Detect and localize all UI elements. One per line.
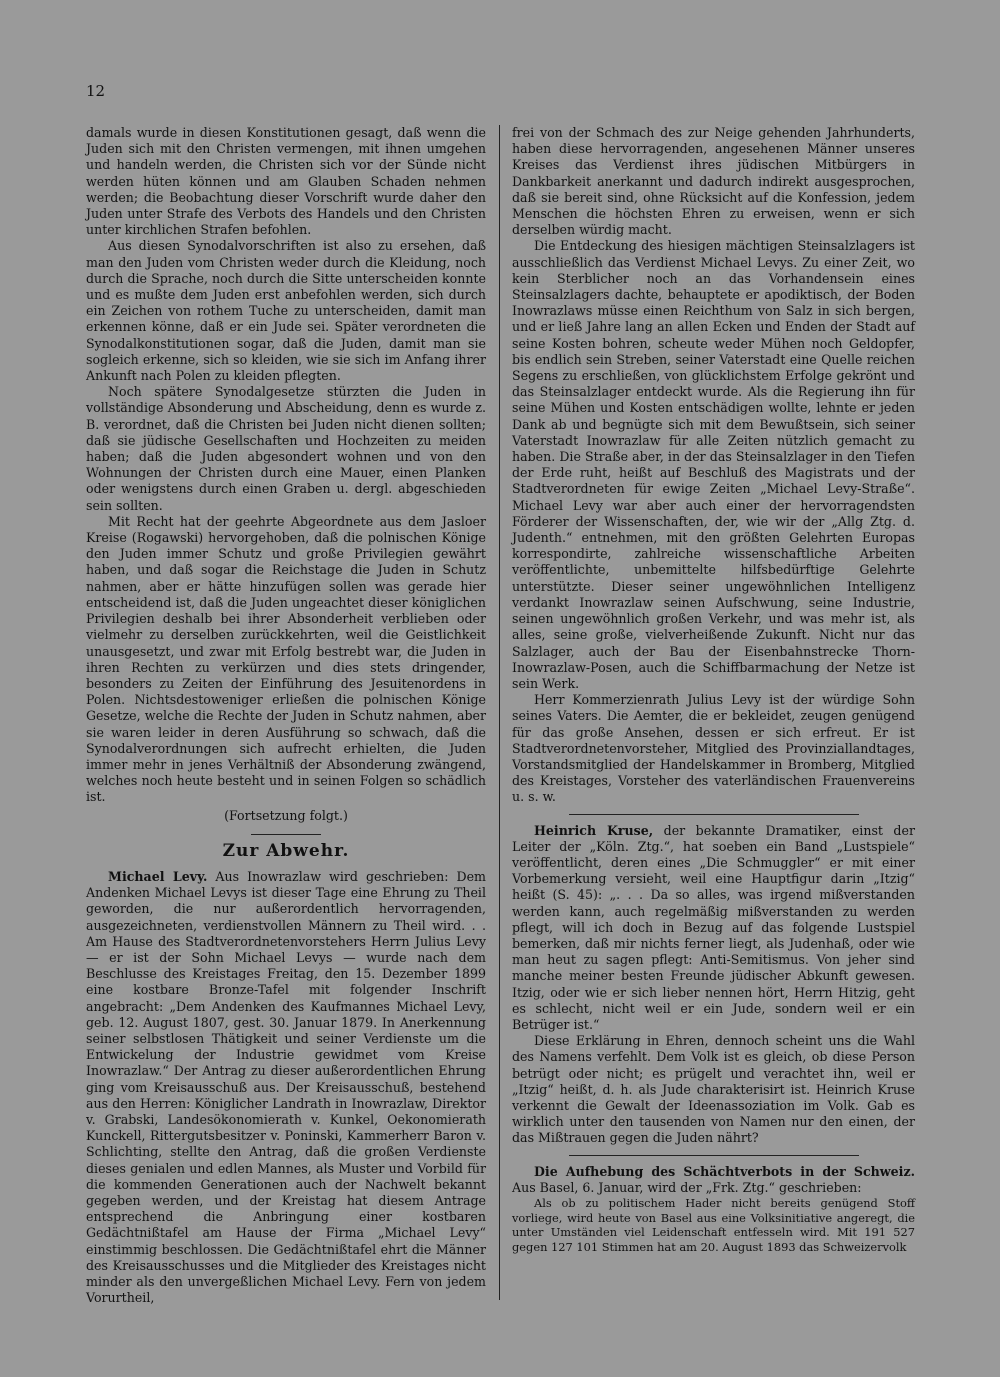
divider: [569, 814, 859, 815]
article-title: Heinrich Kruse,: [534, 822, 654, 838]
article-intro: Aus Basel, 6. Januar, wird der „Frk. Ztg.“ geschrieben:: [512, 1179, 862, 1195]
paragraph: Die Entdeckung des hiesigen mächtigen Steinsalzlagers ist ausschließlich das Verdienst Michael Levys. Zu einer Zeit, wo kein Sterblicher noch an das Vorhandensein eines Steinsalzlagers dachte, behauptete er apodiktisch, der Boden Inowrazlaws müsse einen Reichthum von Salz in sich bergen, und er ließ Jahre lang an allen Ecken und Enden der Stadt auf seine Kosten bohren, scheute weder Mühen noch Geldopfer, bis endlich sein Streben, seiner Vaterstadt eine Quelle reichen Segens zu erschließen, von glücklichstem Erfolge gekrönt und das Steinsalzlager entdeckt wurde. Als die Regierung ihn für seine Mühen und Kosten entschädigen wollte, lehnte er jeden Dank ab und begnügte sich mit dem Bewußtsein, sich seiner Vaterstadt Inowrazlaw für alle Zeiten nützlich gemacht zu haben. Die Straße aber, in der das Steinsalzlager in den Tiefen der Erde ruht, heißt auf Beschluß des Magistrats und der Stadtverordneten für ewige Zeiten „Michael Levy-Straße“. Michael Levy war aber auch einer der hervorragendsten Förderer der Wissenschaften, der, wie wir der „Allg Ztg. d. Judenth.“ entnehmen, mit den größten Gelehrten Europas korrespondirte, zahlreiche wissenschaftliche Arbeiten veröffentlichte, unbemittelte hilfsbedürftige Gelehrte unterstützte. Dieser seiner ungewöhnlichen Intelligenz verdankt Inowrazlaw seinen Aufschwung, seine Industrie, seinen ungewöhnlich großen Verkehr, und was mehr ist, als alles, seine große, vielverheißende Zukunft. Nicht nur das Salzlager, auch der Bau der Eisenbahnstrecke Thorn-Inowrazlaw-Posen, auch die Schiffbarmachung der Netze ist sein Werk.: [512, 238, 915, 691]
paragraph: Aus diesen Synodalvorschriften ist also zu ersehen, daß man den Juden vom Christen weder durch die Kleidung, noch durch die Sprache, noch durch die Sitte unterscheiden konnte und es mußte dem Juden erst anbefohlen werden, sich durch ein Zeichen von rothem Tuche zu unterscheiden, damit man erkennen könne, daß er ein Jude sei. Später verordneten die Synodalkonstitutionen sogar, daß die Juden, damit man sie sogleich erkenne, sich so kleiden, wie sie sich im Anfang ihrer Ankunft nach Polen zu kleiden pflegten.: [86, 238, 486, 384]
page-number: 12: [86, 82, 106, 100]
paragraph: frei von der Schmach des zur Neige gehenden Jahrhunderts, haben diese hervorragenden, angesehenen Männer unseres Kreises das Verdienst ihres jüdischen Mitbürgers in Dankbarkeit anerkannt und dadurch indirekt ausgesprochen, daß sie bereit sind, ohne Rücksicht auf die Konfession, jedem Menschen die höchsten Ehren zu erweisen, wenn er sich derselben würdig macht.: [512, 125, 915, 238]
paragraph: damals wurde in diesen Konstitutionen gesagt, daß wenn die Juden sich mit den Christen vermengen, mit ihnen umgehen und handeln werden, die Christen sich vor der Sünde nicht werden hüten können und am Glauben Schaden nehmen werden; die Beobachtung dieser Vorschrift wurde daher den Juden unter Strafe des Verbots des Handels und den Christen unter kirchlichen Strafen befohlen.: [86, 125, 486, 238]
article-schaechtverbot: [512, 1164, 915, 1196]
article-body: Aus Inowrazlaw wird geschrieben: Dem Andenken Michael Levys ist dieser Tage eine Ehrung zu Theil geworden, die nur außerordentlich hervorragenden, ausgezeichneten, verdienstvollen Männern zu Theil wird. . . Am Hause des Stadtverordnetenvorstehers Herrn Julius Levy — er ist der Sohn Michael Levys — wurde nach dem Beschlusse des Kreistages Freitag, den 15. Dezember 1899 eine kostbare Bronze-Tafel mit folgender Inschrift angebracht: „Dem Andenken des Kaufmannes Michael Levy, geb. 12. August 1807, gest. 30. Januar 1879. In Anerkennung seiner selbstlosen Thätigkeit und seiner Verdienste um die Entwickelung der Industrie gewidmet vom Kreise Inowrazlaw.“ Der Antrag zu dieser außerordentlichen Ehrung ging vom Kreisausschuß aus. Der Kreisausschuß, bestehend aus den Herren: Königlicher Landrath in Inowrazlaw, Direktor v. Grabski, Landesökonomierath v. Kunkel, Oekonomierath Kunckell, Rittergutsbesitzer v. Poninski, Kammerherr Baron v. Schlichting, stellte den Antrag, daß die großen Verdienste dieses genialen und edlen Mannes, als Muster und Vorbild für die kommenden Generationen auch der Nachwelt bekannt gegeben werden, und der Kreistag hat diesem Antrage entsprechend die Anbringung einer kostbaren Gedächtnißtafel am Hause der Firma „Michael Levy“ einstimmig beschlossen. Die Gedächtnißtafel ehrt die Männer des Kreisausschusses und die Mitglieder des Kreistages nicht minder als den unvergeßlichen Michael Levy. Fern von jedem Vorurtheil,: [86, 868, 486, 1306]
left-column: [86, 125, 486, 1306]
right-column: [512, 125, 915, 1254]
article-title: Michael Levy.: [108, 868, 208, 884]
paragraph: Noch spätere Synodalgesetze stürzten die Juden in vollständige Absonderung und Abscheidung, denn es wurde z. B. verordnet, daß die Christen bei Juden nicht dienen sollten; daß sie jüdische Gesellschaften und Hochzeiten zu meiden haben; daß die Juden abgesondert wohnen und von den Wohnungen der Christen durch eine Mauer, einen Planken oder wenigstens durch einen Graben u. dergl. abgeschieden sein sollten.: [86, 384, 486, 513]
article-heinrich-kruse: [512, 823, 915, 1034]
paragraph: Herr Kommerzienrath Julius Levy ist der würdige Sohn seines Vaters. Die Aemter, die er bekleidet, zeugen genügend für das große Ansehen, dessen er sich erfreut. Er ist Stadtverordnetenvorsteher, Mitglied des Provinziallandtages, Vorstandsmitglied der Handelskammer in Bromberg, Mitglied des Kreistages, Vorsteher des vaterländischen Frauenvereins u. s. w.: [512, 692, 915, 805]
continuation-note: (Fortsetzung folgt.): [224, 807, 348, 823]
paragraph: Diese Erklärung in Ehren, dennoch scheint uns die Wahl des Namens verfehlt. Dem Volk ist es gleich, ob diese Person betrügt oder nicht; es prügelt und verachtet ihn, weil er „Itzig“ heißt, d. h. als Jude charakterisirt ist. Heinrich Kruse verkennt die Gewalt der Ideenassoziation im Volk. Gab es wirklich unter den tausenden von Namen nur den einen, der das Mißtrauen gegen die Juden nährt?: [512, 1033, 915, 1146]
article-title: Die Aufhebung des Schächtverbots in der Schweiz.: [534, 1163, 915, 1179]
article-body: Als ob zu politischem Hader nicht bereits genügend Stoff vorliege, wird heute von Basel aus eine Volksinitiative angeregt, die unter Umständen viel Leidenschaft entfesseln wird. Mit 191 527 gegen 127 101 Stimmen hat am 20. August 1893 das Schweizervolk: [512, 1196, 915, 1254]
divider: [569, 1155, 859, 1156]
column-divider: [499, 125, 500, 1300]
section-heading: Zur Abwehr.: [222, 840, 350, 861]
article-body: der bekannte Dramatiker, einst der Leiter der „Köln. Ztg.“, hat soeben ein Band „Lustspiele“ veröffentlicht, deren eines „Die Schmuggler“ er mit einer Vorbemerkung versieht, weil eine Hauptfigur darin „Itzig“ heißt (S. 45): „. . . Da so alles, was irgend mißverstanden werden kann, auch regelmäßig mißverstanden zu werden pflegt, will ich doch in Bezug auf das folgende Lustspiel bemerken, daß mir nichts ferner liegt, als Judenhaß, oder wie man heut zu sagen pflegt: Anti-Semitismus. Von jeher sind manche meiner besten Freunde jüdischer Abkunft gewesen. Itzig, oder wie er sich lieber nennen hört, Herrn Hitzig, geht es schlecht, nicht weil er ein Jude, sondern weil er ein Betrüger ist.“: [512, 822, 915, 1032]
divider: [251, 834, 321, 835]
article-michael-levy: [86, 869, 486, 1306]
paragraph: Mit Recht hat der geehrte Abgeordnete aus dem Jasloer Kreise (Rogawski) hervorgehoben, daß die polnischen Könige den Juden immer Schutz und große Privilegien gewährt haben, und daß sogar die Reichstage die Juden in Schutz nahmen, aber er hätte hinzufügen sollen was gerade hier entscheidend ist, daß die Juden ungeachtet dieser königlichen Privilegien deshalb bei ihrer Absonderheit verblieben oder vielmehr zu derselben zurückkehrten, weil die Geistlichkeit unausgesetzt, und zwar mit Erfolg bestrebt war, die Juden in ihren Rechten zu verkürzen und dies stets dringender, besonders zu Zeiten der Einführung des Jesuitenordens in Polen. Nichtsdestoweniger erließen die polnischen Könige Gesetze, welche die Rechte der Juden in Schutz nahmen, aber sie waren leider in deren Ausführung so schwach, daß die Synodalverordnungen sich aufrecht erhielten, die Juden immer mehr in jenes Verhältniß der Absonderung zwängend, welches noch heute besteht und in seinen Folgen so schädlich ist.: [86, 513, 486, 805]
